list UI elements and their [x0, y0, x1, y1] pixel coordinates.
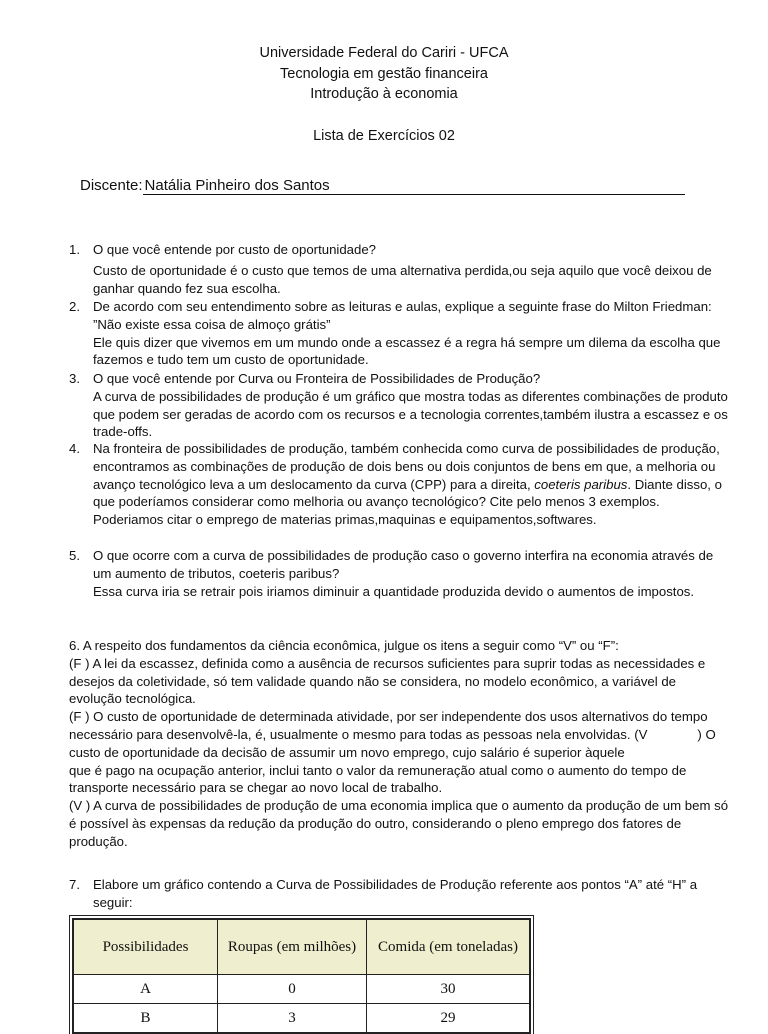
question-text-b: . Diante disso, o que poderíamos considerar como melhoria ou avanço tecnológico? Cite pelo menos 3 exemplos. — [93, 476, 722, 510]
table-cell: A — [73, 975, 218, 1004]
table-cell: 0 — [218, 975, 367, 1004]
question-4 — [69, 440, 729, 529]
question-text-a: Na fronteira de possibilidades de produção, também conhecida como curva de possibilidades de produção, encontramos as combinações de produção de dois bens ou dois conjuntos de bens em que, a melhoria ou avanço tecnológico leva a um deslocamento da curva (CPP) para a direita, — [93, 441, 720, 492]
student-line — [80, 177, 685, 195]
table-cell: B — [73, 1004, 218, 1034]
student-name: Natália Pinheiro dos Santos — [143, 177, 685, 195]
question-3 — [69, 370, 729, 441]
question-text: De acordo com seu entendimento sobre as leituras e aulas, explique a seguinte frase do Milton Friedman: ”Não existe essa coisa de almoço grátis” — [93, 299, 712, 332]
question-5 — [69, 547, 729, 600]
question-number: 3. — [69, 371, 80, 386]
table-header-row — [73, 919, 530, 975]
table-cell: 29 — [367, 1004, 531, 1034]
university-name: Universidade Federal do Cariri - UFCA — [259, 45, 509, 61]
item-2-text: (F ) O custo de oportunidade de determinada atividade, por ser independente dos usos alternativos do tempo necessário para desenvolvê-la, é, usualmente o mesmo para todas as pessoas nela envolvidas. — [69, 709, 708, 742]
question-number: 7. — [69, 877, 80, 892]
table-cell: 3 — [218, 1004, 367, 1034]
question-6-intro: 6. A respeito dos fundamentos da ciência econômica, julgue os itens a seguir como “V” ou “F”: — [69, 638, 619, 653]
list-title: Lista de Exercícios 02 — [313, 128, 455, 144]
question-number: 5. — [69, 548, 80, 563]
question-6 — [69, 637, 729, 851]
question-number: 2. — [69, 299, 80, 314]
header-possibilities: Possibilidades — [73, 919, 218, 975]
question-text: O que ocorre com a curva de possibilidades de produção caso o governo interfira na economia através de um aumento de tributos, coeteris paribus? — [93, 548, 714, 581]
table-row — [73, 975, 530, 1004]
answer-text: Essa curva iria se retrair pois iriamos diminuir a quantidade produzida devido o aumentos de impostos. — [93, 583, 695, 599]
subject-name: Introdução à economia — [310, 86, 458, 102]
question-7 — [69, 876, 729, 912]
question-text-italic: coeteris paribus — [534, 476, 628, 492]
question-6-item-3-cont: que é pago na ocupação anterior, inclui tanto o valor da remuneração atual como o aumento do tempo de transporte necessário para se chegar ao novo local de trabalho. — [69, 762, 687, 796]
header-food: Comida (em toneladas) — [367, 919, 531, 975]
answer-text: Poderiamos citar o emprego de materias primas,maquinas e equipamentos,softwares. — [93, 512, 597, 528]
production-possibilities-table — [72, 918, 531, 1034]
question-text — [93, 440, 729, 511]
question-2 — [69, 298, 729, 369]
question-number: 4. — [69, 441, 80, 456]
answer-text: Custo de oportunidade é o custo que temos de uma alternativa perdida,ou seja aquilo que você deixou de ganhar quando fez sua escolha. — [93, 262, 712, 296]
table-row — [73, 1004, 530, 1034]
question-text: O que você entende por Curva ou Fronteira de Possibilidades de Produção? — [93, 371, 541, 386]
answer-text: A curva de possibilidades de produção é um gráfico que mostra todas as diferentes combinações de produto que podem ser geradas de acordo com os recursos e a tecnologia correntes,também ilustra a escassez e os trade-offs. — [93, 388, 728, 440]
answer-text: Ele quis dizer que vivemos em um mundo onde a escassez é a regra há sempre um dilema da escolha que fazemos e tudo tem um custo de oportunidade. — [93, 334, 721, 368]
question-1 — [69, 241, 729, 297]
item-3-mark: (V — [634, 726, 648, 742]
question-text: Elabore um gráfico contendo a Curva de Possibilidades de Produção referente aos pontos “A” até “H” a seguir: — [93, 877, 698, 910]
student-label: Discente: — [80, 177, 143, 194]
question-6-item-2 — [69, 708, 729, 761]
header-clothes: Roupas (em milhões) — [218, 919, 367, 975]
question-text: O que você entende por custo de oportunidade? — [93, 242, 377, 257]
question-6-item-1: (F ) A lei da escassez, definida como a ausência de recursos suficientes para suprir todas as necessidades e desejos da coletividade, só tem validade quando não se considera, no modelo econômico, a variável de evolução tecnológica. — [69, 655, 706, 707]
table-cell: 30 — [367, 975, 531, 1004]
item-3-text-a: ) O custo de oportunidade da decisão de assumir um novo emprego, cujo salário é superior àquele — [69, 726, 716, 760]
question-number: 1. — [69, 242, 80, 257]
course-name: Tecnologia em gestão financeira — [280, 66, 488, 82]
question-6-item-4: (V ) A curva de possibilidades de produção de uma economia implica que o aumento da produção de um bem só é possível às expensas da redução da produção do outro, considerando o pleno emprego dos fatores de produção. — [69, 798, 729, 849]
